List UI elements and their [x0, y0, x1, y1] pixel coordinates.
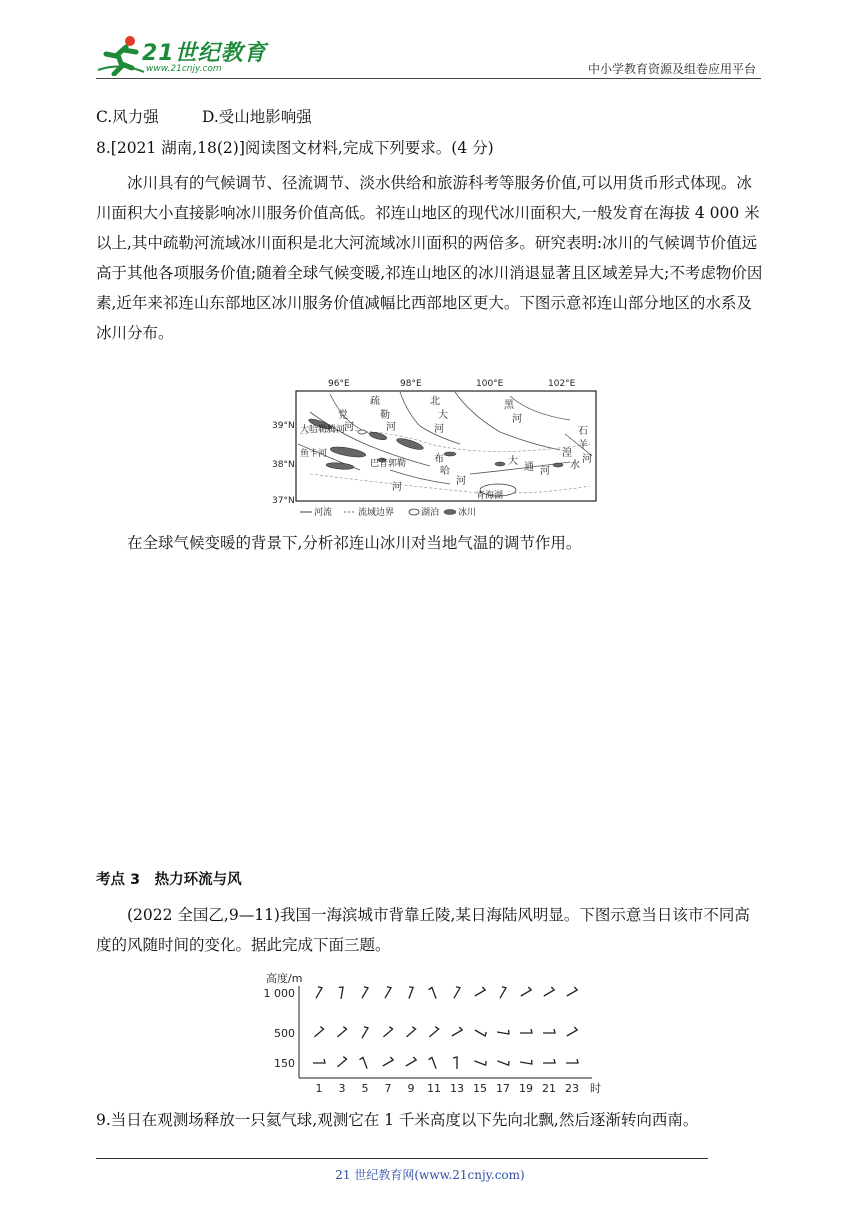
place-label: 党 [338, 410, 348, 421]
wind-barb [339, 987, 343, 999]
wind-barb [385, 987, 391, 999]
legend-glacier: 冰川 [458, 508, 477, 518]
place-label: 通 [524, 462, 534, 473]
q8-material [96, 168, 764, 348]
place-label: 河 [386, 422, 396, 433]
wind-barb [406, 1057, 416, 1066]
wind-barb [409, 987, 413, 999]
place-label: 勒 [380, 410, 390, 421]
wind-barb [521, 987, 531, 996]
legend-lake: 湖泊 [421, 508, 440, 518]
wind-barb [362, 1027, 368, 1039]
x-tick-label: 13 [450, 1082, 464, 1095]
place-label: 巴音郭勒 [370, 459, 407, 469]
chart-ylabel: 高度/m [266, 972, 303, 985]
y-level-label: 1 000 [263, 987, 295, 1000]
wind-barb [520, 1029, 532, 1033]
map-legend [300, 506, 476, 518]
wind-barb [453, 1057, 457, 1069]
wind-barb [500, 987, 506, 999]
place-label: 青海湖 [476, 491, 504, 501]
place-label: 河 [392, 482, 402, 493]
wind-barb [567, 987, 577, 996]
q8-question-block [96, 528, 764, 558]
header-divider [96, 78, 761, 79]
wind-barb [406, 1027, 415, 1037]
x-tick-label: 11 [427, 1082, 441, 1095]
wind-barb [543, 1059, 555, 1063]
wind-barb [474, 1061, 486, 1065]
x-tick-label: 19 [519, 1082, 533, 1095]
place-label: 河 [582, 454, 592, 465]
place-label: 河 [456, 476, 466, 487]
wind-barb [452, 1027, 462, 1036]
x-tick-label: 3 [338, 1082, 346, 1095]
lat-label: 39°N [272, 421, 295, 431]
footer-text: 21 世纪教育网(www.21cnjy.com) [335, 1168, 525, 1182]
wind-barb [475, 1030, 487, 1036]
wind-barb [383, 1027, 392, 1037]
lat-label: 37°N [272, 496, 295, 506]
map-frame [296, 391, 596, 501]
place-label: 水 [570, 460, 580, 471]
wind-barb [362, 987, 368, 999]
wind-barb [497, 1061, 509, 1065]
x-tick-label: 1 [315, 1082, 323, 1095]
place-label: 湟 [562, 448, 572, 459]
wind-barb [454, 987, 460, 999]
option-d: D.受山地影响强 [202, 108, 312, 126]
section3-intro: (2022 全国乙,9—11)我国一海滨城市背靠丘陵,某日海陆风明显。下图示意当日该市不同高度的风随时间的变化。据此完成下面三题。 [96, 906, 750, 954]
place-label: 羊 [578, 440, 588, 451]
q9-text: 9.当日在观测场释放一只氦气球,观测它在 1 千米高度以下先向北飘,然后逐渐转向西南。 [96, 1111, 699, 1129]
wind-barb [567, 1027, 577, 1036]
place-label: 大 [438, 410, 448, 421]
logo-url: www.21cnjy.com [146, 64, 222, 74]
logo-text: 21世纪教育 [142, 41, 267, 66]
q8-paragraph: 冰川具有的气候调节、径流调节、淡水供给和旅游科考等服务价值,可以用货币形式体现。冰川面积大小直接影响冰川服务价值高低。祁连山地区的现代冰川面积大,一般发育在海拔 4 000 米以上,其中疏勒河流域冰川面积是北大河流域冰川面积的两倍多。研究表明:冰川的气候调节价值远高于其他各项服务价值;随着全球气候变暖,祁连山地区的冰川消退显著且区域差异大;不考虑物价因素,近年来祁连山东部地区冰川服务价值减幅比西部地区更大。下图示意祁连山部分地区的水系及冰川分布。 [96, 174, 763, 342]
legend-boundary: 流域边界 [358, 508, 395, 518]
footer-divider [96, 1158, 708, 1159]
y-level-label: 500 [274, 1027, 295, 1040]
place-label: 北 [430, 396, 440, 407]
place-label: 布 [434, 454, 444, 465]
option-c: C.风力强 [96, 108, 159, 126]
wind-chart [262, 966, 602, 1096]
platform-name: 中小学教育资源及组卷应用平台 [587, 62, 756, 76]
x-tick-label: 15 [473, 1082, 487, 1095]
wind-barb [313, 1059, 325, 1063]
x-tick-label: 23 [565, 1082, 579, 1095]
wind-barb [543, 1029, 555, 1033]
x-tick-label: 21 [542, 1082, 556, 1095]
x-tick-label: 9 [407, 1082, 415, 1095]
y-level-label: 150 [274, 1057, 295, 1070]
section3-intro-block [96, 900, 764, 960]
section3-title: 考点 3 热力环流与风 [96, 872, 242, 888]
x-tick-label: 17 [496, 1082, 510, 1095]
wind-barb [383, 1057, 393, 1066]
wind-barbs [313, 987, 578, 1069]
x-tick-label: 5 [361, 1082, 369, 1095]
wind-barb [429, 987, 437, 998]
x-unit-label: 时 [590, 1082, 601, 1095]
wind-barb [544, 987, 554, 996]
place-label: 哈 [440, 466, 450, 477]
lon-label: 98°E [400, 379, 422, 389]
place-label: 疏 [370, 396, 380, 407]
lon-label: 102°E [548, 379, 576, 389]
place-label: 河 [344, 422, 354, 433]
q8-question: 在全球气候变暖的背景下,分析祁连山冰川对当地气温的调节作用。 [127, 534, 582, 552]
runner-logo-icon [96, 34, 146, 76]
place-label: 河 [512, 414, 522, 425]
wind-barb [337, 1057, 346, 1067]
q8-title: 8.[2021 湖南,18(2)]阅读图文材料,完成下列要求。(4 分) [96, 139, 494, 157]
place-label: 石 [578, 426, 588, 437]
wind-barb [520, 1060, 532, 1064]
place-label: 大 [508, 456, 518, 467]
place-label: 大哈勒腾河 [300, 425, 346, 435]
lat-label: 38°N [272, 460, 295, 470]
x-tick-label: 7 [384, 1082, 392, 1095]
wind-barb [497, 1030, 509, 1034]
wind-barb [337, 1027, 346, 1037]
lon-label: 96°E [328, 379, 350, 389]
wind-barb [429, 1057, 437, 1068]
lon-label: 100°E [476, 379, 504, 389]
qilian-map [270, 374, 605, 520]
wind-barb [316, 987, 322, 999]
wind-barb [475, 987, 485, 996]
legend-river: 河流 [314, 508, 333, 518]
wind-barb [360, 1057, 368, 1068]
place-label: 黑 [504, 400, 514, 411]
place-label: 鱼卡河 [300, 449, 328, 459]
place-label: 河 [540, 466, 550, 477]
wind-barb [314, 1027, 323, 1037]
wind-barb [429, 1027, 438, 1037]
place-label: 河 [434, 424, 444, 435]
wind-barb [566, 1059, 578, 1063]
